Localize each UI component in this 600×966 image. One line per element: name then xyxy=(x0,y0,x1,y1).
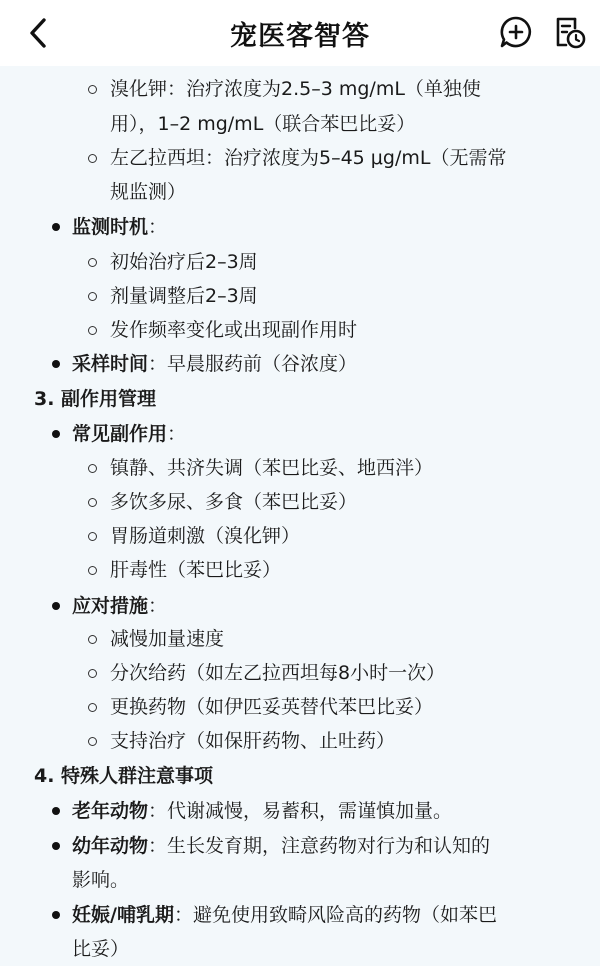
response-heading: 应对措施： xyxy=(72,595,168,617)
list-item: 剂量调整后2–3周 xyxy=(110,285,258,307)
bullet-dot xyxy=(52,911,60,919)
list-item-ring xyxy=(88,464,97,473)
list-item-cont: 用），1–2 mg/mL（联合苯巴比妥） xyxy=(110,113,416,135)
young-line: 幼年动物：生长发育期，注意药物对行为和认知的 xyxy=(72,835,491,857)
list-item-ring xyxy=(88,85,97,94)
list-item: 多饮多尿、多食（苯巴比妥） xyxy=(110,491,358,513)
list-item-ring xyxy=(88,292,97,301)
answer-content xyxy=(0,66,600,966)
chat-plus-icon[interactable] xyxy=(498,14,534,50)
app-header xyxy=(0,0,600,66)
pregnant-line-cont: 比妥） xyxy=(72,938,130,960)
list-item: 发作频率变化或出现副作用时 xyxy=(110,319,358,341)
elderly-line: 老年动物：代谢减慢，易蓄积，需谨慎加量。 xyxy=(72,800,453,822)
list-item: 分次给药（如左乙拉西坦每8小时一次） xyxy=(110,662,446,684)
pregnant-line: 妊娠/哺乳期：避免使用致畸风险高的药物（如苯巴 xyxy=(72,904,497,926)
bullet-dot xyxy=(52,360,60,368)
list-item: 胃肠道刺激（溴化钾） xyxy=(110,525,301,547)
list-item: 肝毒性（苯巴比妥） xyxy=(110,559,282,581)
page-title: 宠医客智答 xyxy=(230,21,370,52)
list-item: 减慢加量速度 xyxy=(110,628,225,650)
list-item-ring xyxy=(88,635,97,644)
list-item-ring xyxy=(88,258,97,267)
list-item: 溴化钾：治疗浓度为2.5–3 mg/mL（单独使 xyxy=(110,78,481,100)
list-item: 左乙拉西坦：治疗浓度为5–45 μg/mL（无需常 xyxy=(110,147,507,169)
list-item-ring xyxy=(88,326,97,335)
list-item: 镇静、共济失调（苯巴比妥、地西泮） xyxy=(110,457,434,479)
section-heading: 4. 特殊人群注意事项 xyxy=(34,765,214,787)
list-item-ring xyxy=(88,154,97,163)
bullet-dot xyxy=(52,223,60,231)
young-line-cont: 影响。 xyxy=(72,869,130,891)
list-item-ring xyxy=(88,566,97,575)
list-item-ring xyxy=(88,703,97,712)
bullet-dot xyxy=(52,430,60,438)
list-item: 支持治疗（如保肝药物、止吐药） xyxy=(110,730,396,752)
bullet-dot xyxy=(52,807,60,815)
section-heading: 3. 副作用管理 xyxy=(34,388,157,410)
list-item-ring xyxy=(88,669,97,678)
bullet-dot xyxy=(52,602,60,610)
bullet-dot xyxy=(52,842,60,850)
document-history-icon[interactable] xyxy=(551,14,587,50)
list-item: 初始治疗后2–3周 xyxy=(110,251,258,273)
list-item-ring xyxy=(88,498,97,507)
common-heading: 常见副作用： xyxy=(72,423,187,445)
list-item-ring xyxy=(88,737,97,746)
list-item: 更换药物（如伊匹妥英替代苯巴比妥） xyxy=(110,696,434,718)
sampling-line: 采样时间：早晨服药前（谷浓度） xyxy=(72,353,358,375)
monitor-heading: 监测时机： xyxy=(72,216,168,238)
list-item-cont: 规监测） xyxy=(110,181,187,203)
list-item-ring xyxy=(88,532,97,541)
